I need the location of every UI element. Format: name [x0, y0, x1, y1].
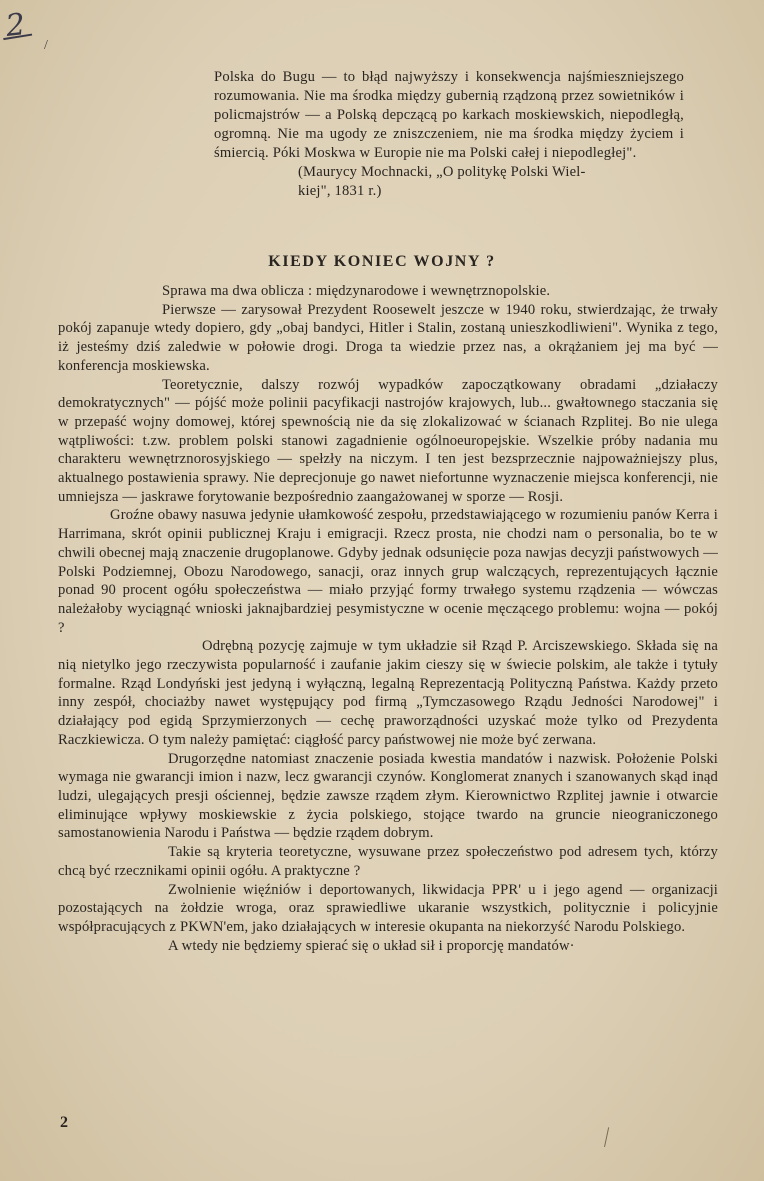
paragraph: Drugorzędne natomiast znaczenie posiada kwestia mandatów i nazwisk. Położenie Polski wymaga nie gwarancji imion i nazw, lecz gwarancji czynów. Konglomerat znanych i szanowanych skąd inąd ludzi, ulegających presji ościennej, będzie zawsze rządem złym. Kierownictwo Rzplitej jawnie i otwarcie eliminujące wpływy moskiewskie z życia polskiego, stojące twardo na gruncie nieograniczonego samostanowienia Narodu i Państwa — będzie rządem dobrym.	[58, 750, 718, 842]
corner-tick-mark: /	[44, 38, 48, 53]
paragraph: Odrębną pozycję zajmuje w tym układzie sił Rząd P. Arciszewskiego. Składa się na nią nietylko jego rzeczywista popularność i zaufanie jakim cieszy się w świecie polskim, ale także i tytuły formalne. Rząd Londyński jest jedyną i wyłączną, legalną Reprezentacją Polityczną Państwa. Każdy przeto inny zespół, chociażby nawet występujący pod firmą „Tymczasowego Rządu Jedności Narodowej" i działający pod egidą Sprzymierzonych — cechę praworządności uzyskać może tylko od Prezydenta Raczkiewicza. O tym należy pamiętać: ciągłość parcy państwowej nie może być zerwana.	[58, 638, 718, 748]
paragraph: A wtedy nie będziemy spierać się o układ sił i proporcję mandatów·	[168, 937, 575, 954]
paragraph: Zwolnienie więźniów i deportowanych, likwidacja PPR' u i jego agend — organizacji pozostających na żołdzie wroga, oraz sprawiedliwe ukaranie wszystkich, politycznie i policyjnie współpracujących z PKWN'em, jako działających w interesie okupanta na niekorzyść Narodu Polskiego.	[58, 881, 718, 935]
paragraph: Takie są kryteria teoretyczne, wysuwane przez społeczeństwo pod adresem tych, którzy chcą być rzecznikami opinii ogółu. A praktyczne ?	[58, 844, 718, 879]
article-title: KIEDY KONIEC WOJNY ?	[268, 253, 496, 270]
quote-source-line-2: kiej", 1831 r.)	[298, 183, 382, 199]
quote-text: Polska do Bugu — to błąd najwyższy i konsekwencja najśmieszniejszego rozumowania. Nie ma środka między gubernią rządzoną przez sowietników i policmajstrów — a Polską depczącą po karkach moskiewskich, niepodległą, ogromną. Nie ma ugody ze zniszczeniem, nie ma środka między życiem i śmiercią. Póki Moskwa w Europie nie ma Polski całej i niepodległej".	[214, 69, 684, 161]
article-body	[58, 282, 718, 955]
paragraph: Groźne obawy nasuwa jedynie ułamkowość zespołu, przedstawiającego w rozumieniu panów Kerra i Harrimana, skrót opinii publicznej Kraju i emigracji. Rzecz prosta, nie chodzi nam o personalia, bo te w chwili obecnej mają znaczenie drugoplanowe. Gdyby jednak odsunięcie poza nawjas decyzji państwowych — Polski Podziemnej, Obozu Narodowego, sanacji, oraz innych grup walczących, reprezentujących łącznie ponad 90 procent ogółu społeczeństwa — miało przyjąć formy trwałego systemu rządzenia — wówczas należałoby wyciągnąć wnioski jaknajbardziej pesymistyczne w ocenie męczącego problemu: wojna — pokój ?	[58, 507, 718, 636]
handwritten-page-mark: 2	[4, 7, 27, 44]
quote-source-line-1: (Maurycy Mochnacki, „O politykę Polski Wiel-	[298, 164, 586, 180]
paper-tear-mark	[604, 1127, 617, 1148]
page-number: 2	[60, 1114, 68, 1131]
paragraph: Pierwsze — zarysował Prezydent Roosewelt jeszcze w 1940 roku, stwierdzając, że trwały pokój zapanuje wtedy dopiero, gdy „obaj bandyci, Hitler i Stalin, zostaną unieszkodliwieni". Wynika z tego, iż jesteśmy dziś zaledwie w połowie drogi. Droga ta wiedzie przez nas, a okrążaniem jej ma być — konferencja moskiewska.	[58, 301, 718, 374]
paragraph: Sprawa ma dwa oblicza : międzynarodowe i wewnętrznopolskie.	[162, 283, 551, 299]
paragraph: Teoretycznie, dalszy rozwój wypadków zapoczątkowany obradami „działaczy demokratycznych" — pójść może polinii pacyfikacji nastrojów krajowych, lub... gwałtownego staczania się w przepaść wojny domowej, której spewnością nie da się zlokalizować w ścianach Rzplitej. Bo nie ulega wątpliwości: t.zw. problem polski stanowi zagadnienie ogólnoeuropejskie. Wszelkie próby nadania mu charakteru wewnętrznorosyjskiego — spełzły na niczym. I ten jest bezsprzecznie najpoważniejszy plus, aktualnego postawienia sprawy. Nie deprecjonuje go nawet niefortunne wyznaczenie miejsca konferencji, nie umniejsza — jaskrawe forytowanie bezpośrednio zaangażowanej w sporze — Rosji.	[58, 376, 718, 505]
epigraph-quote	[214, 68, 684, 201]
